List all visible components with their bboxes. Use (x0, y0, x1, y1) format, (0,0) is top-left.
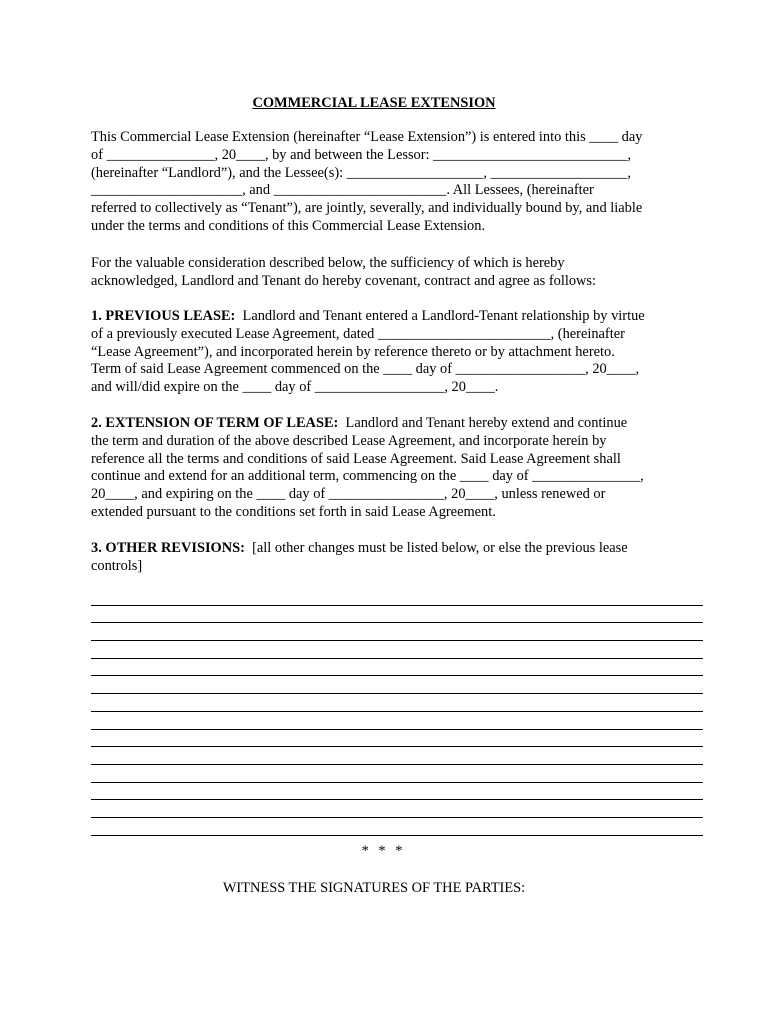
revision-blank-line[interactable] (91, 588, 703, 606)
section-text: Landlord and Tenant hereby extend and continue (338, 415, 628, 431)
section-line: reference all the terms and conditions of said Lease Agreement. Said Lease Agreement shall (91, 450, 621, 467)
intro-line: _____________________, and ________________________. All Lessees, (hereinafter (91, 182, 594, 199)
section-line: 20____, and expiring on the ____ day of ________________, 20____, unless renewed or (91, 486, 606, 503)
intro-paragraph (91, 129, 691, 236)
section-heading: 2. EXTENSION OF TERM OF LEASE: (91, 415, 339, 431)
revision-blank-line[interactable] (91, 783, 703, 801)
section-extension-of-term (91, 415, 691, 522)
section-line: Term of said Lease Agreement commenced on the ____ day of __________________, 20____, (91, 361, 640, 378)
section-line: of a previously executed Lease Agreement, dated ________________________, (hereinafter (91, 325, 625, 342)
consideration-line: For the valuable consideration described below, the sufficiency of which is hereby (91, 255, 565, 271)
revision-blank-line[interactable] (91, 747, 703, 765)
document-title: COMMERCIAL LEASE EXTENSION (252, 95, 496, 111)
revision-blank-line[interactable] (91, 676, 703, 694)
section-line: “Lease Agreement”), and incorporated herein by reference thereto or by attachment hereto. (91, 343, 615, 360)
revision-blank-line[interactable] (91, 730, 703, 748)
revision-blank-line[interactable] (91, 800, 703, 818)
consideration-line: acknowledged, Landlord and Tenant do hereby covenant, contract and agree as follows: (91, 272, 597, 289)
revision-blank-line[interactable] (91, 659, 703, 677)
section-line: the term and duration of the above described Lease Agreement, and incorporate herein by (91, 432, 607, 449)
section-line: continue and extend for an additional term, commencing on the ____ day of _______________, (91, 468, 644, 485)
revision-blank-line[interactable] (91, 694, 703, 712)
intro-line: of _______________, 20____, by and between the Lessor: ___________________________, (91, 146, 631, 163)
section-separator: * * * (361, 843, 406, 859)
section-line: controls] (91, 557, 143, 574)
intro-line: under the terms and conditions of this Commercial Lease Extension. (91, 217, 486, 234)
revision-blank-line[interactable] (91, 712, 703, 730)
section-text: Landlord and Tenant entered a Landlord-Tenant relationship by virtue (235, 308, 645, 324)
intro-line: (hereinafter “Landlord”), and the Lessee(s): ___________________, ___________________, (91, 164, 631, 181)
revision-blank-line[interactable] (91, 765, 703, 783)
section-other-revisions (91, 540, 691, 576)
section-heading: 1. PREVIOUS LEASE: (91, 308, 236, 324)
section-heading: 3. OTHER REVISIONS: (91, 540, 245, 556)
revision-blank-line[interactable] (91, 818, 703, 836)
consideration-paragraph (91, 255, 691, 291)
intro-line: This Commercial Lease Extension (hereinafter “Lease Extension”) is entered into this ____ day (91, 129, 643, 145)
revision-lines (91, 588, 703, 836)
section-line: extended pursuant to the conditions set forth in said Lease Agreement. (91, 503, 496, 520)
revision-blank-line[interactable] (91, 623, 703, 641)
intro-line: referred to collectively as “Tenant”), are jointly, severally, and individually bound by, and liable (91, 200, 643, 217)
revision-blank-line[interactable] (91, 606, 703, 624)
section-text: [all other changes must be listed below, or else the previous lease (244, 540, 628, 556)
revision-blank-line[interactable] (91, 641, 703, 659)
witness-heading: WITNESS THE SIGNATURES OF THE PARTIES: (222, 880, 526, 896)
section-line: and will/did expire on the ____ day of __________________, 20____. (91, 379, 499, 396)
section-previous-lease (91, 308, 691, 397)
